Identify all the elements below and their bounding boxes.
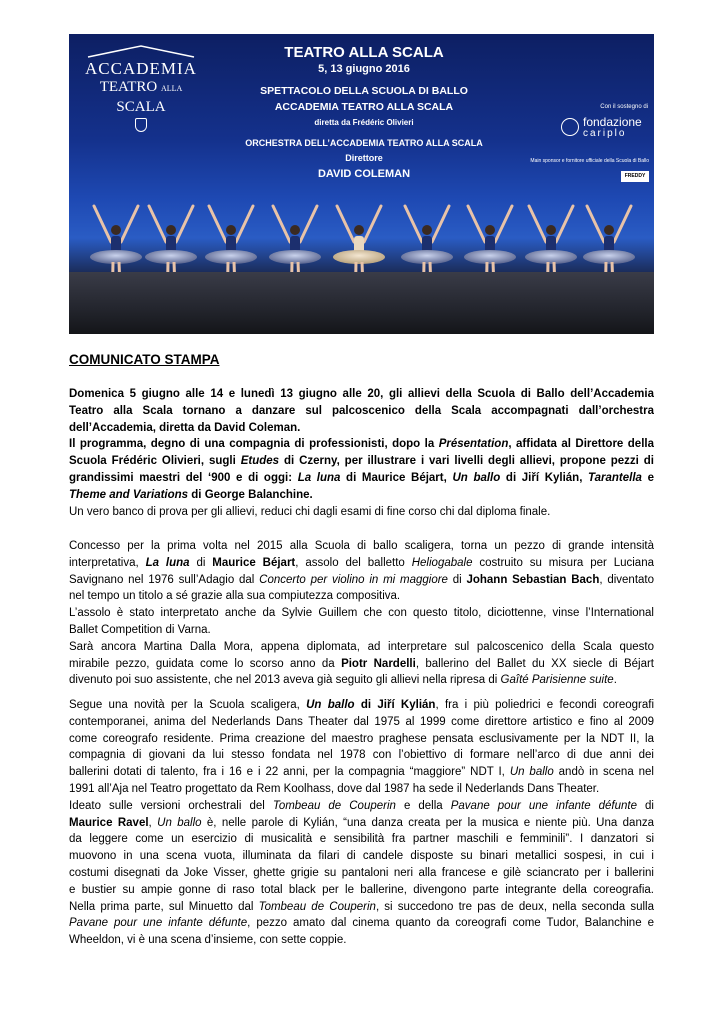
text-line: Ideato sulle versioni orchestrali del Tombeau de Couperin e della Pavane pour une infante défunte di [69,799,654,812]
sponsor-label: Con il sostegno di [600,104,648,110]
logo-alla: ALLA [160,84,183,93]
banner-orch-line-3: DAVID COLEMAN [317,168,411,180]
logo-line-2 [81,78,201,116]
text-line: Wheeldon, vi è una scena d’insieme, con sette coppie. [69,934,347,947]
text-line: contemporanei, anima del Nederlands Dans Theater dal 1975 al 1999 come direttore artistico e fino al 2009 [69,715,654,728]
press-release-heading: COMUNICATO STAMPA [69,352,220,367]
banner-dates: 5, 13 giugno 2016 [318,63,410,75]
text-line: ballerini dotati di talento, fra i 16 e i 22 anni, per la compagnia “maggiore” NDT I, Un ballo andò in scena nel [69,766,654,779]
text-line: Il programma, degno di una compagnia di professionisti, dopo la Présentation, affidata al Direttore della [69,438,654,451]
text-line: Domenica 5 giugno alle 14 e lunedì 13 giugno alle 20, gli allievi della Scuola di Ballo dell’Accademia [69,388,654,400]
logo-line-1: ACCADEMIA [85,59,197,78]
text-line: 1991 all’Aja nel Teatro progettato da Rem Koolhass, dove dal 1987 ha sede il Nederlands Dans Theater. [69,782,600,795]
logo-scala: SCALA [116,99,166,115]
text-line: Segue una novità per la Scuola scaligera, Un ballo di Jiří Kylián, fra i più poliedrici e fecondi coreografi [69,699,654,711]
text-line: costumi disegnati da Joke Visser, ghette grigie su pantaloni neri alla francese e gilè sciancrato per i ballerini [69,866,654,879]
text-line: interpretativa, La luna di Maurice Béjart, assolo del balletto Heliogabale costruito su misura per Luciana [69,556,654,569]
banner-orch-line-2: Direttore [345,153,383,163]
text-line: L’assolo è stato interpretato anche da Sylvie Guillem che con questo titolo, diciottenne, vinse l’International [69,607,654,620]
text-line: Un vero banco di prova per gli allievi, reduci chi dagli esami di fine corso chi dal diploma finale. [69,505,551,518]
text-line: Teatro alla Scala tornano a danzare sul palcoscenico della Scala accompagnati dall’orchestra [69,404,654,417]
freddy-logo: FREDDY [621,171,649,182]
text-line: Savignano nel 1976 sull’Adagio dal Concerto per violino in mi maggiore di Johann Sebastian Bach, diventato [69,573,654,586]
text-line: dell’Accademia, diretta da David Coleman. [69,421,301,434]
text-line: e bustier su ampie gonne di raso total black per le ballerine, divengono parte integrante della coreografia. [69,883,654,896]
logo-teatro: TEATRO [99,79,158,95]
poster-banner [69,34,654,334]
sponsor-name-1: fondazione [583,115,642,129]
text-line: grandissimi maestri del ‘900 e di oggi: La luna di Maurice Béjart, Un ballo di Jiří Kylián, Tarantella e [69,471,654,484]
text-line: come coreografo residente. Prima creazione del maestro praghese pensata esclusivamente per la NDT II, la [69,732,654,745]
text-line: divenuto poi suo assistente, che nel 2013 aveva già seguito gli allievi nella ripresa di Gaîté Parisienne suite. [69,674,617,687]
text-line: nel tempo un titolo a sé grazie alla sua compiutezza compositiva. [69,590,401,603]
banner-orch-line-1: ORCHESTRA DELL’ACCADEMIA TEATRO ALLA SCALA [245,138,483,148]
text-line: Maurice Ravel, Un ballo è, nelle parole di Kylián, “una danza creata per la musica e niente più. Una danza [69,816,654,829]
roof-icon [86,44,196,58]
text-line: Concesso per la prima volta nel 2015 alla Scuola di ballo scaligera, torna un pezzo di grande intensità [69,540,654,552]
banner-show-line-3: diretta da Frédéric Olivieri [314,118,414,127]
text-line: Ballet Competition di Varna. [69,623,211,636]
text-line: da leggere come un esercizio di musicalità e sensibilità fra partner maschili e femminili”. I danzatori si [69,833,654,846]
sponsor-name-2: cariplo [583,128,627,139]
crest-icon [135,118,147,132]
banner-title: TEATRO ALLA SCALA [284,44,444,61]
main-sponsor-label: Main sponsor e fornitore ufficiale della Scuola di Ballo [530,158,649,164]
text-line: muovono in una scena vuota, illuminata da filari di candele disposte su binari metallici sospesi, in cui i [69,850,654,863]
paragraph-2 [69,538,654,689]
banner-show-line-1: SPETTACOLO DELLA SCUOLA DI BALLO [260,85,468,97]
cariplo-circle-icon [561,118,579,136]
text-line: Theme and Variations di George Balanchine. [69,488,313,501]
text-line: mirabile pezzo, guidata come lo scorso anno da Piotr Nardelli, ballerino del Ballet du XX siecle di Béjart [69,657,654,670]
text-line: Sarà ancora Martina Dalla Mora, appena diplomata, ad interpretare sul palcoscenico della Scala questo [69,640,654,653]
paragraph-3 [69,697,654,949]
text-line: Nella prima parte, sul Minuetto dal Tombeau de Couperin, si succedono tre pas de deux, nella seconda sulla [69,900,654,913]
accademia-logo [81,44,201,137]
text-line: Scuola Frédéric Olivieri, sugli Etudes di Czerny, per illustrare i vari livelli degli allievi, propone pezzi di [69,455,654,468]
text-line: Pavane pour une infante défunte, pezzo amato dal cinema quanto da coreografi come Tudor, Balanchine e [69,917,654,930]
banner-show-line-2: ACCADEMIA TEATRO ALLA SCALA [274,101,454,113]
text-line: compagnia di giovani da lui stesso fondata nel 1978 con l’obiettivo di formare nell’arco di due anni dei [69,749,654,762]
stage-floor [69,272,654,334]
paragraph-1 [69,386,654,520]
